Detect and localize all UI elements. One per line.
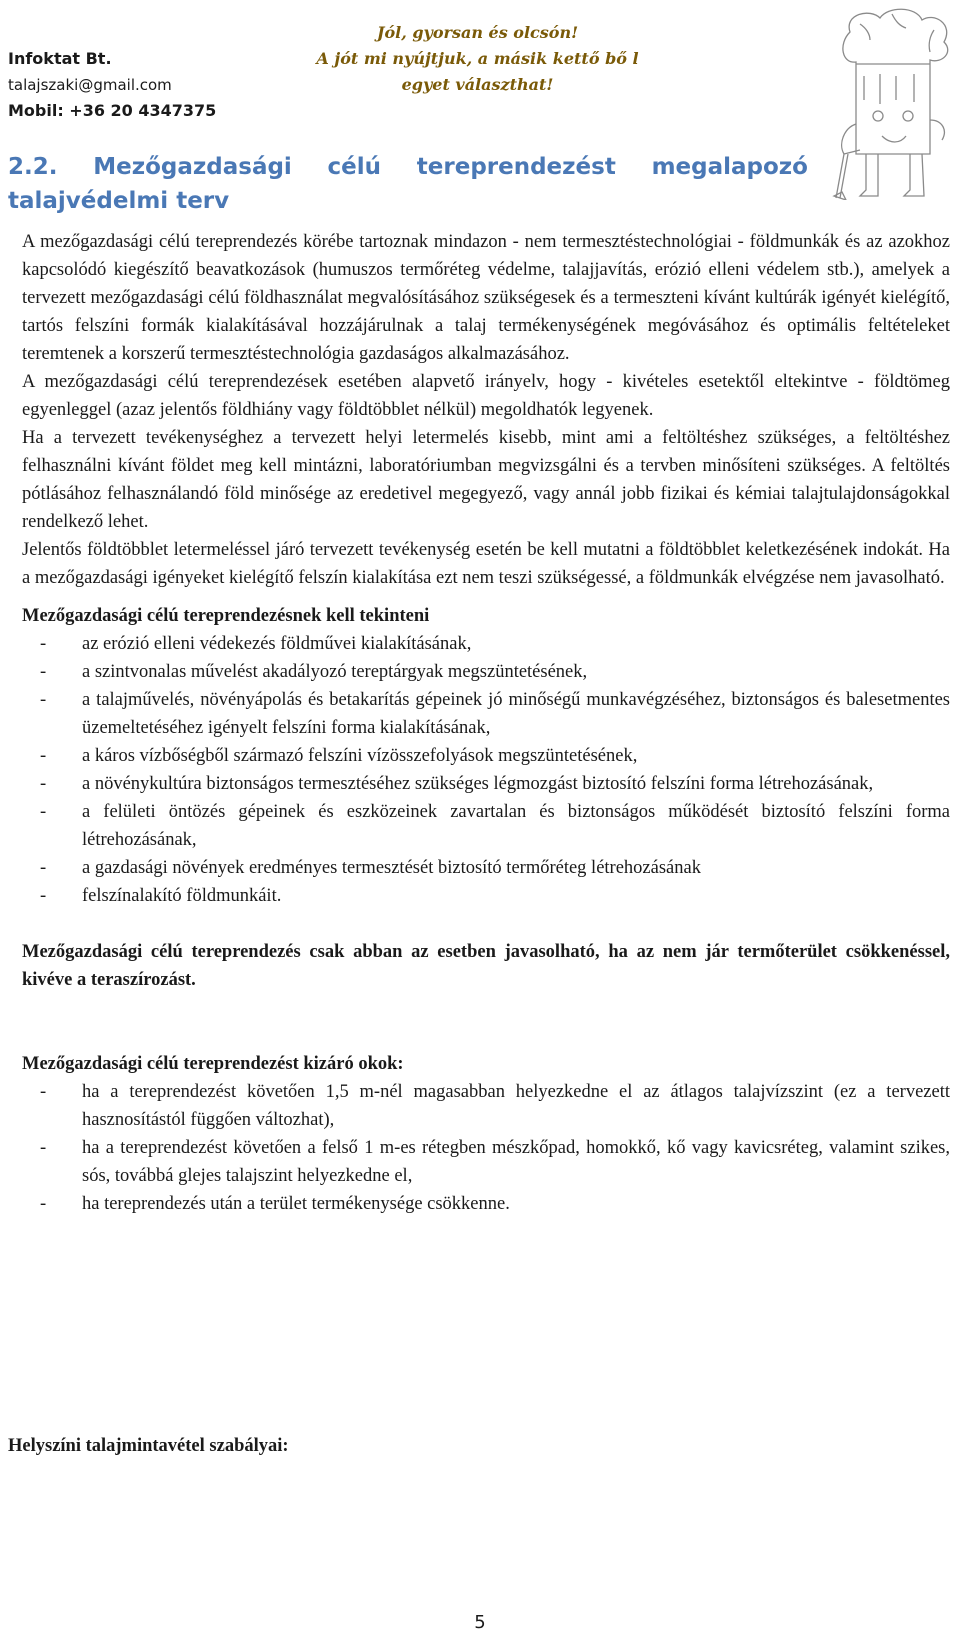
section2-list	[22, 1078, 950, 1218]
company-name: Infoktat Bt.	[8, 49, 112, 68]
contact-email[interactable]: talajszaki@gmail.com	[8, 76, 172, 94]
slogan-line-1: Jól, gyorsan és olcsón!	[376, 23, 579, 42]
mascot-logo-icon	[830, 4, 956, 200]
intro-paragraph: A mezőgazdasági célú tereprendezés körébe tartoznak mindazon - nem termesztéstechnológiai - földmunkák és az azokhoz kapcsolódó kiegészítő beavatkozások (humuszos termőréteg védelme, talajjavítás, erózió elleni védelem stb.), amelyek a tervezett mezőgazdasági célú földhasználat megvalósításához szükségesek és a termeszteni kívánt kultúrák igényét kielégítő, tartós felszíni formák kialakításával hozzájárulnak a talaj termékenységének megóvásához és optimális feltételeket teremtenek a korszerű termesztéstechnológia gazdaságos alkalmazásához.	[22, 232, 950, 364]
list-item	[22, 686, 950, 742]
list-dash: -	[40, 690, 47, 710]
section-heading	[8, 150, 808, 218]
list-item-text: a talajművelés, növényápolás és betakarítás gépeinek jó minőségű munkavégzéséhez, biztonságos és balesetmentes üzemeltetéséhez igényelt felszíni forma kialakításának,	[82, 690, 950, 738]
list-item-text: ha a tereprendezést követően a felső 1 m-es rétegben mészkőpad, homokkő, kő vagy kavicsréteg, valamint szikes, sós, továbbá glejes talajszint helyezkedne el,	[82, 1138, 950, 1186]
list-dash: -	[40, 1194, 47, 1214]
section1-title: Mezőgazdasági célú tereprendezésnek kell tekinteni	[22, 606, 430, 626]
list-item	[22, 854, 950, 882]
list-dash: -	[40, 774, 47, 794]
list-dash: -	[40, 1138, 47, 1158]
list-item	[22, 882, 950, 910]
note-paragraph: Mezőgazdasági célú tereprendezés csak abban az esetben javasolható, ha az nem jár termőterület csökkenéssel, kivéve a teraszírozást.	[22, 942, 950, 990]
list-dash: -	[40, 858, 47, 878]
section2-title: Mezőgazdasági célú tereprendezést kizáró okok:	[22, 1054, 404, 1074]
final-heading: Helyszíni talajmintavétel szabályai:	[8, 1436, 289, 1456]
intro-paragraph: A mezőgazdasági célú tereprendezések esetében alapvető irányelv, hogy - kivételes esetektől eltekintve - földtömeg egyenleggel (azaz jelentős földhiány vagy földtöbblet nélkül) megoldhatók legyenek.	[22, 372, 950, 420]
intro-paragraph: Jelentős földtöbblet letermeléssel járó tervezett tevékenység esetén be kell mutatni a földtöbblet keletkezésének indokát. Ha a mezőgazdasági igényeket kielégítő felszín kialakítása ezt nem teszi szükségessé, a földmunkák elvégzése nem javasolható.	[22, 540, 950, 588]
list-item	[22, 1078, 950, 1134]
page-number: 5	[474, 1612, 486, 1633]
list-item-text: a növénykultúra biztonságos termesztéséhez szükséges légmozgást biztosító felszíni forma létrehozásának,	[82, 774, 874, 794]
list-item-text: a szintvonalas művelést akadályozó tereptárgyak megszüntetésének,	[82, 662, 588, 682]
list-dash: -	[40, 662, 47, 682]
header-contact	[8, 46, 216, 124]
list-item	[22, 742, 950, 770]
list-dash: -	[40, 802, 47, 822]
list-item-text: ha a tereprendezést követően 1,5 m-nél magasabban helyezkedne el az átlagos talajvízszint (ez a tervezett hasznosítástól függően változhat),	[82, 1082, 950, 1130]
list-item	[22, 798, 950, 854]
list-dash: -	[40, 634, 47, 654]
slogan-line-3: egyet választhat!	[401, 75, 554, 94]
list-item-text: a felületi öntözés gépeinek és eszközeinek zavartalan és biztonságos működését biztosító felszíni forma létrehozásának,	[82, 802, 950, 850]
section-number: 2.2.	[8, 154, 58, 180]
list-item-text: felszínalakító földmunkáit.	[82, 886, 282, 906]
heading-word: célú	[327, 154, 382, 180]
list-item	[22, 770, 950, 798]
document-body	[22, 228, 950, 1218]
contact-mobile: Mobil: +36 20 4347375	[8, 101, 217, 120]
list-item-text: ha tereprendezés után a terület termékenysége csökkenne.	[82, 1194, 510, 1214]
section-heading-line-2: talajvédelmi terv	[8, 188, 230, 214]
list-dash: -	[40, 746, 47, 766]
intro-paragraph: Ha a tervezett tevékenységhez a tervezett helyi letermelés kisebb, mint ami a feltöltéshez szükséges, a feltöltéshez felhasználni kívánt földet meg kell mintázni, laboratóriumban megvizsgálni és a tervben minősíteni szükséges. A feltöltés pótlásához felhasználandó föld minősége az eredetivel megegyező, vagy annál jobb fizikai és kémiai talajtulajdonságokkal rendelkező lehet.	[22, 428, 950, 532]
list-dash: -	[40, 886, 47, 906]
list-item-text: a gazdasági növények eredményes termesztését biztosító termőréteg létrehozásának	[82, 858, 701, 878]
section1-list	[22, 630, 950, 910]
heading-word: megalapozó	[651, 154, 808, 180]
list-item	[22, 1134, 950, 1190]
heading-word: tereprendezést	[416, 154, 616, 180]
list-item-text: a káros vízbőségből származó felszíni vízösszefolyások megszüntetésének,	[82, 746, 638, 766]
header-slogan	[305, 20, 650, 98]
slogan-line-2: A jót mi nyújtjuk, a másik kettő bő l	[316, 49, 639, 68]
heading-word: Mezőgazdasági	[93, 154, 292, 180]
list-item	[22, 1190, 950, 1218]
list-dash: -	[40, 1082, 47, 1102]
list-item	[22, 658, 950, 686]
section-heading-line-1	[8, 150, 808, 184]
list-item	[22, 630, 950, 658]
list-item-text: az erózió elleni védekezés földművei kialakításának,	[82, 634, 472, 654]
